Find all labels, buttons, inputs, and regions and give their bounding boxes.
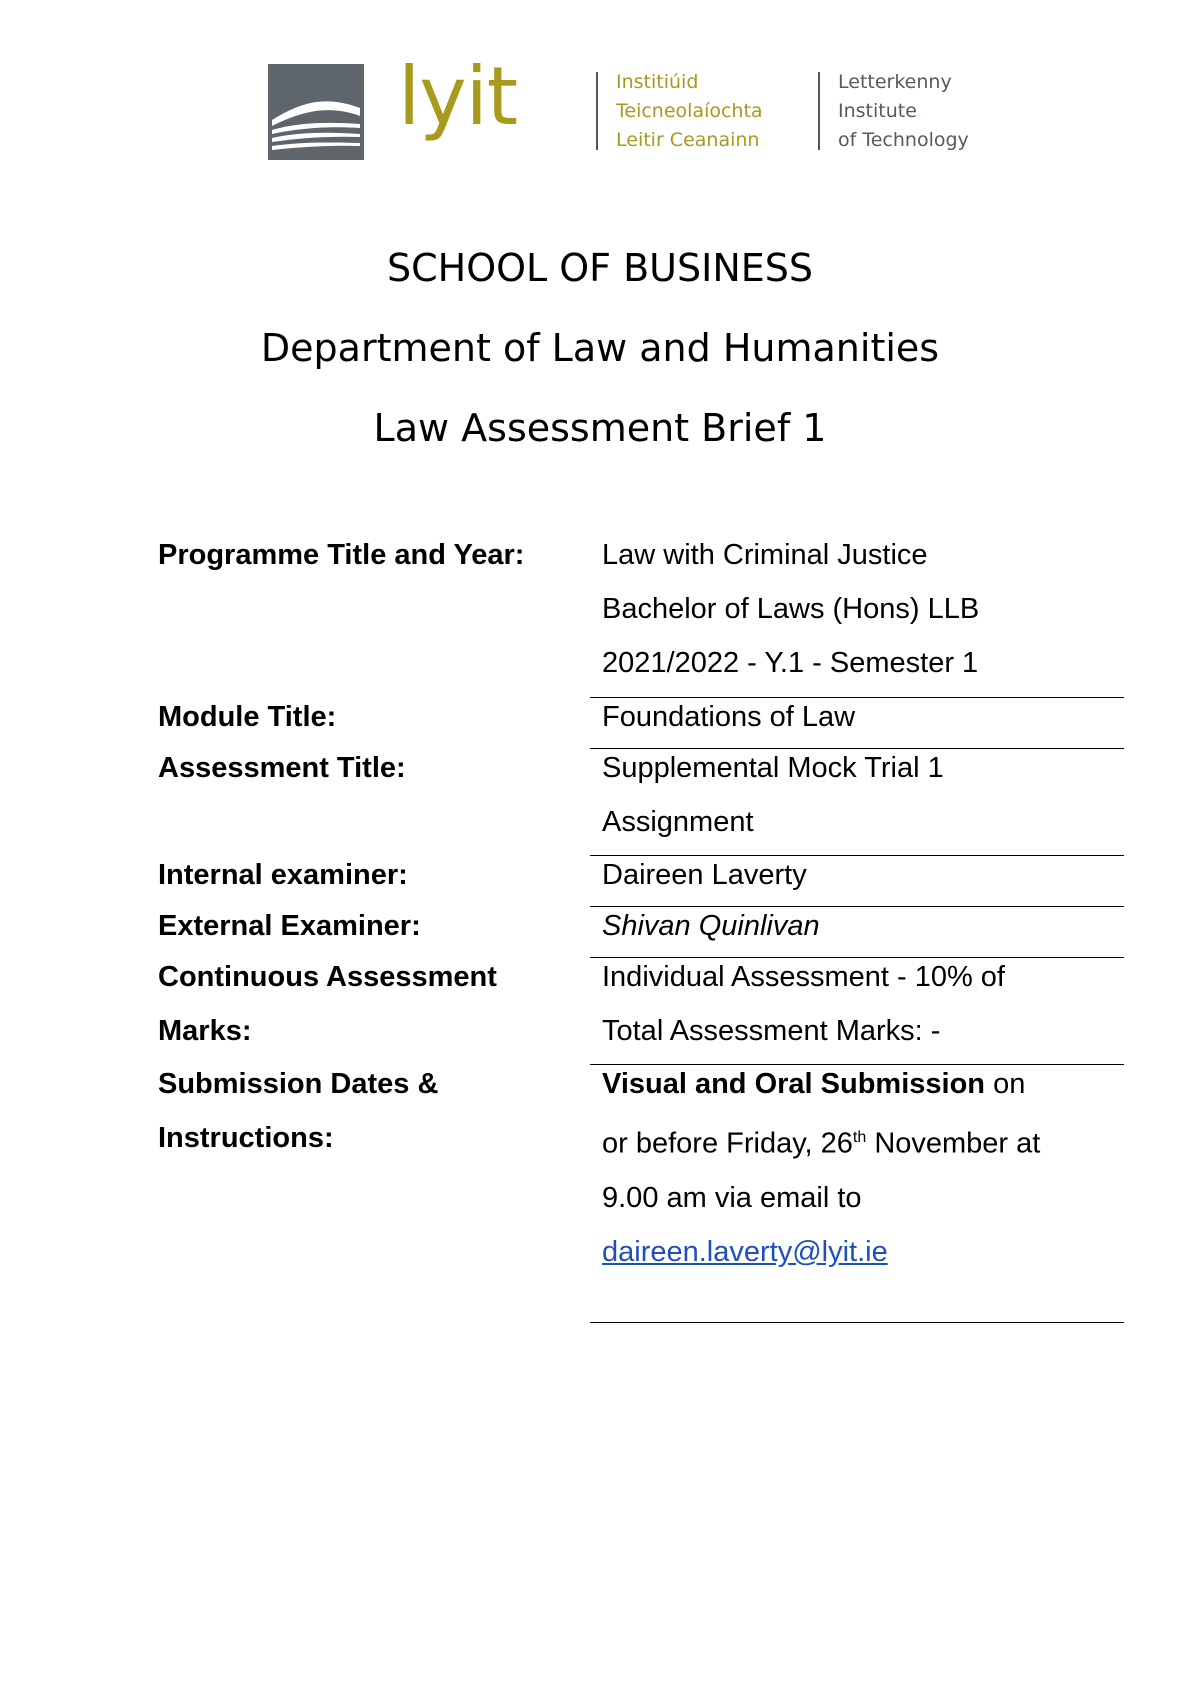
programme-line: Law with Criminal Justice [602,539,928,571]
continuous-assessment-label [158,950,578,1058]
continuous-label-line: Continuous Assessment [158,961,497,993]
submission-label-line: Submission Dates & [158,1068,439,1100]
programme-line: 2021/2022 - Y.1 - Semester 1 [602,647,979,679]
logo-divider [596,72,598,150]
submission-text: on [985,1068,1026,1100]
lyit-logo [268,50,1008,160]
assessment-line: Supplemental Mock Trial 1 [602,752,944,784]
assessment-line: Assignment [602,806,754,838]
submission-date-text: or before Friday, 26 [602,1127,853,1160]
row-divider [590,1322,1124,1323]
lyit-emblem-icon [268,64,364,160]
logo-irish-line: Institiúid [616,71,699,93]
programme-line: Bachelor of Laws (Hons) LLB [602,593,980,625]
submission-method: Visual and Oral Submission [602,1068,986,1100]
submission-line-1 [602,1057,1102,1111]
internal-examiner-value: Daireen Laverty [602,859,807,891]
external-examiner-label: External Examiner: [158,910,421,942]
logo-english-line: of Technology [838,129,969,151]
logo-divider [818,72,820,150]
module-value: Foundations of Law [602,701,856,733]
programme-label: Programme Title and Year: [158,539,525,571]
logo-english-name [838,68,969,155]
programme-value [602,528,1102,690]
continuous-value-line: Individual Assessment - 10% of [602,961,1005,993]
continuous-value-line: Total Assessment Marks: - [602,1015,941,1047]
internal-examiner-label: Internal examiner: [158,859,408,891]
submission-label [158,1057,578,1165]
submission-line-3: 9.00 am via email to [602,1181,862,1214]
external-examiner-value: Shivan Quinlivan [602,910,820,942]
submission-value [602,1057,1102,1279]
submission-label-line: Instructions: [158,1122,334,1154]
logo-wordmark: lyit [398,50,518,143]
logo-english-line: Letterkenny [838,71,952,93]
logo-irish-line: Leitir Ceanainn [616,129,760,151]
assessment-value [602,741,1102,849]
email-link[interactable]: daireen.laverty@lyit.ie [602,1235,888,1268]
department-heading: Department of Law and Humanities [260,326,940,370]
continuous-label-line: Marks: [158,1015,252,1047]
logo-english-line: Institute [838,100,917,122]
continuous-assessment-value [602,950,1102,1058]
school-heading: SCHOOL OF BUSINESS [386,246,814,290]
assessment-label: Assessment Title: [158,752,406,784]
logo-irish-line: Teicneolaíochta [616,100,763,122]
logo-irish-name [616,68,763,155]
brief-heading: Law Assessment Brief 1 [373,406,827,450]
module-label: Module Title: [158,701,337,733]
submission-line-2 [602,1111,1102,1171]
submission-date-text: November at [866,1127,1041,1160]
date-ordinal-suffix: th [852,1129,867,1146]
